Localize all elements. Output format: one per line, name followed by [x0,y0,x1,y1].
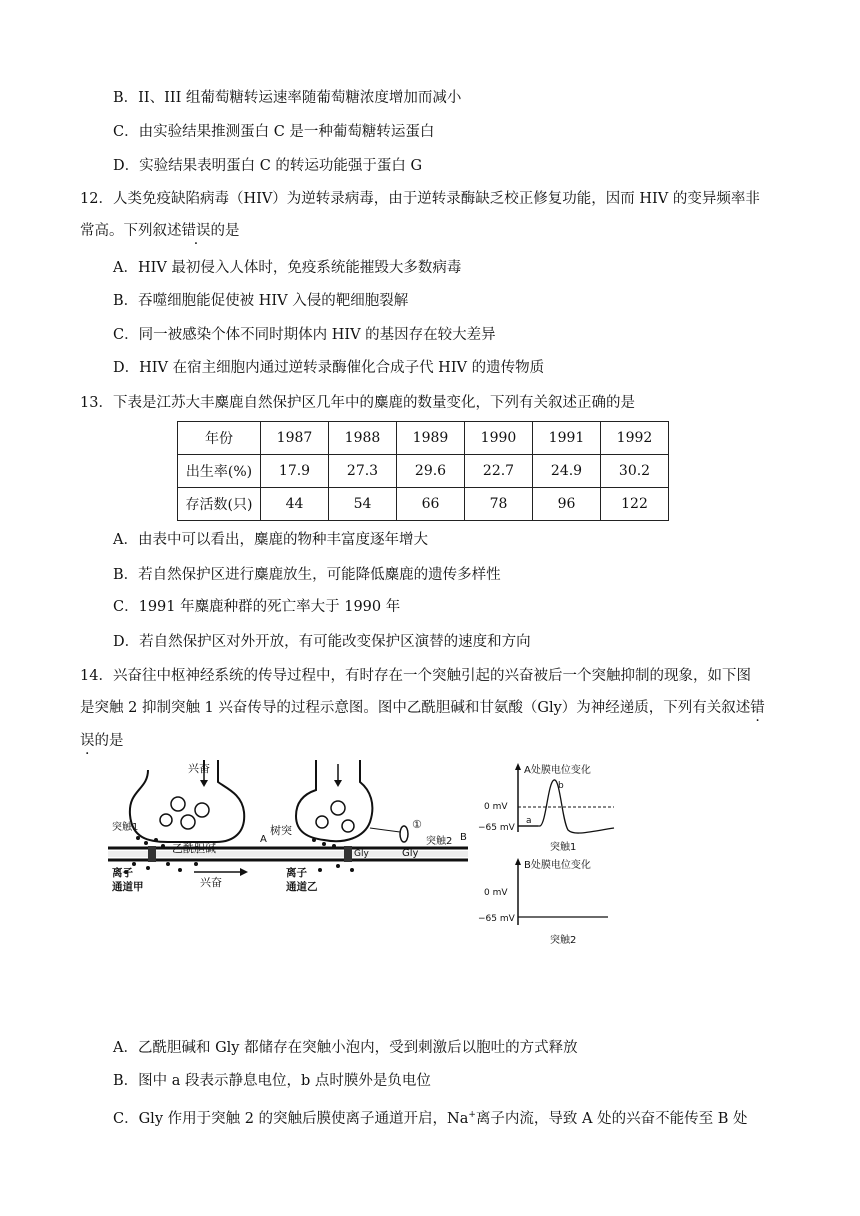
q12-option-c: C．同一被感染个体不同时期体内 HIV 的基因存在较大差异 [113,327,496,343]
graph-b-0mv: 0 mV [484,888,508,898]
q13-option-b: B．若自然保护区进行麋鹿放生，可能降低麋鹿的遗传多样性 [113,567,501,583]
label-a: A [260,834,267,845]
table-cell: 1991 [533,422,601,455]
table-cell: 30.2 [601,455,669,488]
graph-a-65mv: −65 mV [478,823,515,833]
q14-option-c: C．Gly 作用于突触 2 的突触后膜使离子通道开启，Na+离子内流，导致 A 处的兴奋不能传至 B 处 [113,1110,748,1127]
q13-option-c: C．1991 年麋鹿种群的死亡率大于 1990 年 [113,599,401,615]
graph-b-caption: 突触2 [550,935,577,946]
table-cell: 54 [329,488,397,521]
table-cell: 年份 [178,422,261,455]
table-cell: 78 [465,488,533,521]
q12-option-b: B．吞噬细胞能促使被 HIV 入侵的靶细胞裂解 [113,293,409,309]
table-cell: 出生率(%) [178,455,261,488]
synapse-diagram [108,760,470,928]
q12-option-d: D．HIV 在宿主细胞内通过逆转录酶催化合成子代 HIV 的遗传物质 [113,360,545,376]
q11-option-b: B．II、III 组葡萄糖转运速率随葡萄糖浓度增加而减小 [113,90,462,106]
label-gly-1: Gly [354,849,369,859]
q14-option-b: B．图中 a 段表示静息电位，b 点时膜外是负电位 [113,1073,431,1089]
table-cell: 24.9 [533,455,601,488]
table-row [178,488,669,521]
graph-a-label-a: a [526,816,532,826]
table-cell: 29.6 [397,455,465,488]
q14-option-a: A．乙酰胆碱和 Gly 都储存在突触小泡内，受到刺激后以胞吐的方式释放 [113,1040,578,1056]
label-ion-channel-b-1: 离子 [286,867,307,879]
graph-a-potential [478,760,623,855]
q11-option-c: C．由实验结果推测蛋白 C 是一种葡萄糖转运蛋白 [113,124,435,140]
q12-option-a: A．HIV 最初侵入人体时，免疫系统能摧毁大多数病毒 [113,260,462,276]
label-xingfen-arrow: 兴奋 [200,876,222,889]
label-synapse-1: 突触1 [112,822,139,833]
graph-a-title: A处膜电位变化 [524,765,591,776]
label-b: B [460,832,467,843]
table-cell: 1988 [329,422,397,455]
q12-emphasis: 错误 [181,223,211,239]
graph-a-0mv: 0 mV [484,802,508,812]
table-cell: 1990 [465,422,533,455]
table-header-row [178,422,669,455]
label-ion-channel-a-2: 通道甲 [112,881,144,893]
table-cell: 存活数(只) [178,488,261,521]
graph-a-label-b: b [558,781,564,791]
graph-b-potential [478,855,623,947]
graph-a-caption: 突触1 [550,842,577,853]
table-cell: 66 [397,488,465,521]
table-cell: 22.7 [465,455,533,488]
label-xingfen-top: 兴奋 [188,762,210,775]
q12-stem-line2: 常高。下列叙述错误的是 [80,223,240,239]
label-synapse-2: 突触2 [426,836,453,847]
table-cell: 17.9 [261,455,329,488]
table-cell: 122 [601,488,669,521]
q14-stem-line1: 14．兴奋往中枢神经系统的传导过程中，有时存在一个突触引起的兴奋被后一个突触抑制的现象，如下图 [80,668,751,684]
graph-b-title: B处膜电位变化 [524,860,591,871]
graph-b-65mv: −65 mV [478,914,515,924]
q13-stem: 13．下表是江苏大丰麋鹿自然保护区几年中的麋鹿的数量变化，下列有关叙述正确的是 [80,395,635,411]
label-ion-channel-a-1: 离子 [112,867,133,879]
label-gly-2: Gly [402,848,419,859]
deer-population-table [177,421,669,521]
q13-option-a: A．由表中可以看出，麋鹿的物种丰富度逐年增大 [113,532,428,548]
table-cell: 1989 [397,422,465,455]
q13-option-d: D．若自然保护区对外开放，有可能改变保护区演替的速度和方向 [113,634,531,650]
q14-stem-line2: 是突触 2 抑制突触 1 兴奋传导的过程示意图。图中乙酰胆碱和甘氨酸（Gly）为神经递质，下列有关叙述错 [80,700,765,716]
q14-stem-line3: 误的是 [80,733,124,749]
table-cell: 1992 [601,422,669,455]
label-acetylcholine: 乙酰胆碱 [172,842,216,855]
table-cell: 27.3 [329,455,397,488]
label-circle-1: ① [412,818,422,831]
table-cell: 1987 [261,422,329,455]
q12-stem-line1: 12．人类免疫缺陷病毒（HIV）为逆转录病毒，由于逆转录酶缺乏校正修复功能，因而 HIV 的变异频率非 [80,191,760,207]
table-row [178,455,669,488]
table-cell: 44 [261,488,329,521]
label-dendrite: 树突 [270,824,292,837]
label-ion-channel-b-2: 通道乙 [286,881,318,893]
q14-emphasis-2: 误 [80,733,95,749]
q14-emphasis-1: 错 [750,700,765,716]
table-cell: 96 [533,488,601,521]
q11-option-d: D．实验结果表明蛋白 C 的转运功能强于蛋白 G [113,158,423,174]
